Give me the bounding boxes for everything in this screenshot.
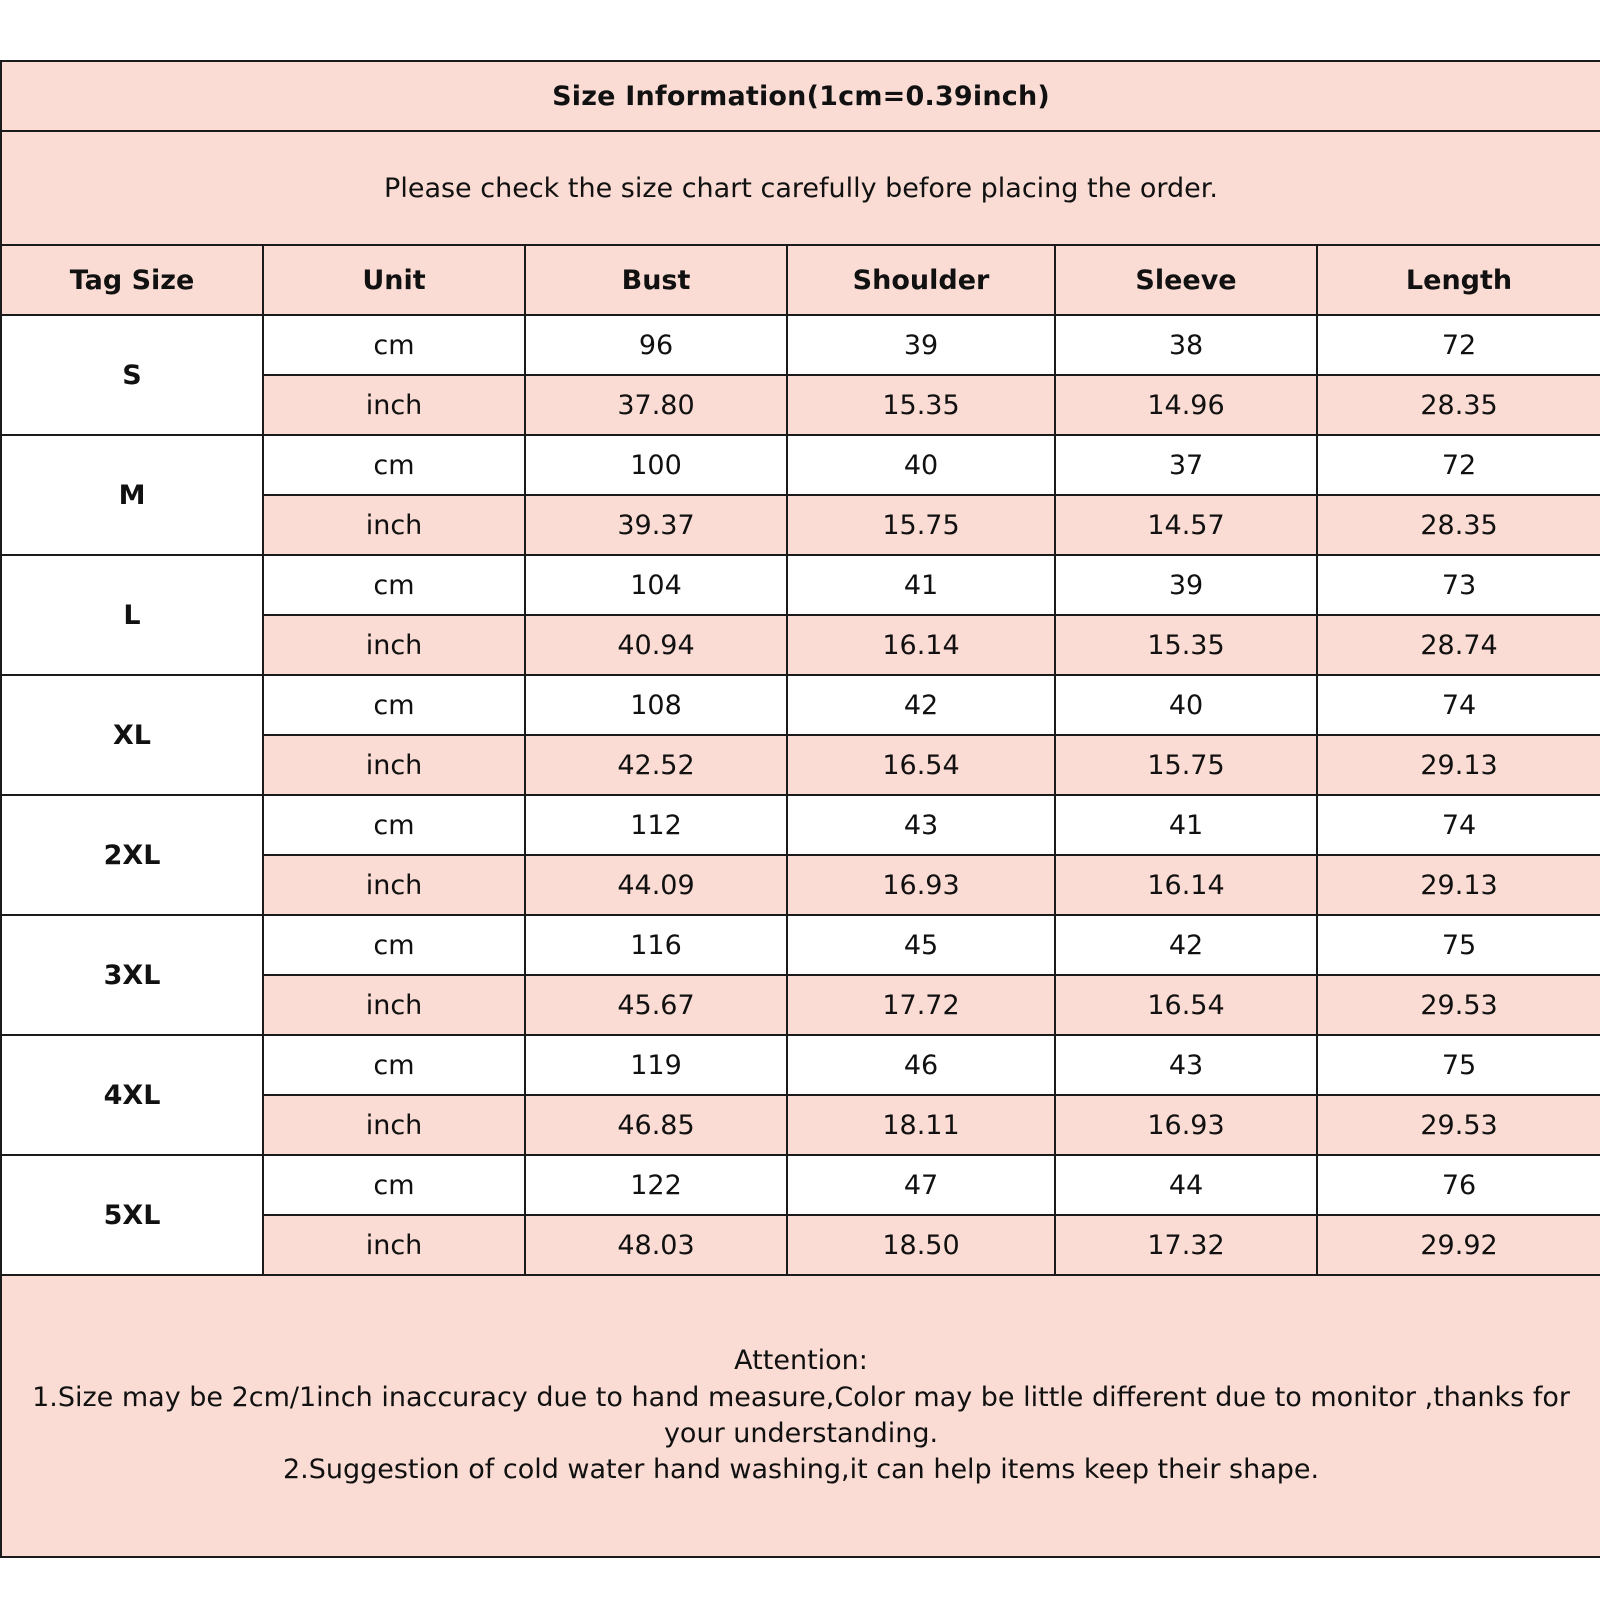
table-row [1,315,1600,375]
attention-line-1: 1.Size may be 2cm/1inch inaccuracy due to hand measure,Color may be little different due to monitor ,thanks for your understanding. [32,1381,1570,1449]
sleeve-cm: 39 [1055,555,1317,615]
shoulder-cm: 45 [787,915,1055,975]
unit-cell-cm: cm [263,795,525,855]
table-row [1,915,1600,975]
shoulder-cm: 47 [787,1155,1055,1215]
table-row [1,1155,1600,1215]
length-cm: 74 [1317,795,1600,855]
shoulder-cm: 41 [787,555,1055,615]
shoulder-cm: 46 [787,1035,1055,1095]
unit-cell-inch: inch [263,855,525,915]
length-cm: 72 [1317,435,1600,495]
table-row [1,795,1600,855]
length-inch: 28.35 [1317,495,1600,555]
unit-cell-cm: cm [263,555,525,615]
shoulder-inch: 17.72 [787,975,1055,1035]
sleeve-cm: 37 [1055,435,1317,495]
shoulder-cm: 39 [787,315,1055,375]
sleeve-inch: 15.35 [1055,615,1317,675]
tag-size-cell: XL [1,675,263,795]
unit-cell-cm: cm [263,675,525,735]
length-inch: 29.13 [1317,735,1600,795]
bust-inch: 40.94 [525,615,787,675]
sleeve-inch: 14.57 [1055,495,1317,555]
attention-heading: Attention: [734,1345,868,1377]
unit-cell-inch: inch [263,495,525,555]
unit-cell-cm: cm [263,1155,525,1215]
tag-size-cell: M [1,435,263,555]
shoulder-inch: 18.11 [787,1095,1055,1155]
bust-inch: 39.37 [525,495,787,555]
sleeve-inch: 16.14 [1055,855,1317,915]
shoulder-cm: 43 [787,795,1055,855]
unit-cell-inch: inch [263,975,525,1035]
sleeve-cm: 40 [1055,675,1317,735]
attention-block [1,1275,1600,1557]
column-header-tag-size: Tag Size [1,245,263,315]
shoulder-cm: 42 [787,675,1055,735]
shoulder-inch: 15.35 [787,375,1055,435]
shoulder-cm: 40 [787,435,1055,495]
length-cm: 72 [1317,315,1600,375]
chart-subtitle: Please check the size chart carefully before placing the order. [1,131,1600,245]
bust-cm: 96 [525,315,787,375]
length-inch: 29.53 [1317,1095,1600,1155]
column-header-sleeve: Sleeve [1055,245,1317,315]
sleeve-inch: 16.54 [1055,975,1317,1035]
sleeve-cm: 38 [1055,315,1317,375]
length-cm: 75 [1317,1035,1600,1095]
sleeve-inch: 17.32 [1055,1215,1317,1275]
table-subtitle-row [1,131,1600,245]
sleeve-cm: 41 [1055,795,1317,855]
table-title-row [1,61,1600,131]
tag-size-cell: 2XL [1,795,263,915]
bust-cm: 116 [525,915,787,975]
bust-inch: 44.09 [525,855,787,915]
length-inch: 29.92 [1317,1215,1600,1275]
length-inch: 29.53 [1317,975,1600,1035]
column-header-length: Length [1317,245,1600,315]
bust-inch: 46.85 [525,1095,787,1155]
bust-cm: 122 [525,1155,787,1215]
bust-cm: 100 [525,435,787,495]
bust-cm: 119 [525,1035,787,1095]
bust-cm: 104 [525,555,787,615]
sleeve-cm: 44 [1055,1155,1317,1215]
column-header-bust: Bust [525,245,787,315]
length-cm: 73 [1317,555,1600,615]
bust-cm: 112 [525,795,787,855]
length-cm: 76 [1317,1155,1600,1215]
sleeve-inch: 15.75 [1055,735,1317,795]
column-header-unit: Unit [263,245,525,315]
unit-cell-cm: cm [263,915,525,975]
length-inch: 28.74 [1317,615,1600,675]
shoulder-inch: 16.54 [787,735,1055,795]
tag-size-cell: S [1,315,263,435]
length-inch: 29.13 [1317,855,1600,915]
unit-cell-inch: inch [263,735,525,795]
length-inch: 28.35 [1317,375,1600,435]
chart-title: Size Information(1cm=0.39inch) [1,61,1600,131]
tag-size-cell: 3XL [1,915,263,1035]
shoulder-inch: 16.14 [787,615,1055,675]
sleeve-cm: 42 [1055,915,1317,975]
bust-inch: 37.80 [525,375,787,435]
table-row [1,675,1600,735]
sleeve-cm: 43 [1055,1035,1317,1095]
table-row [1,435,1600,495]
length-cm: 74 [1317,675,1600,735]
unit-cell-cm: cm [263,435,525,495]
table-row [1,555,1600,615]
table-row [1,1035,1600,1095]
bust-inch: 42.52 [525,735,787,795]
sleeve-inch: 14.96 [1055,375,1317,435]
shoulder-inch: 18.50 [787,1215,1055,1275]
tag-size-cell: 4XL [1,1035,263,1155]
sleeve-inch: 16.93 [1055,1095,1317,1155]
length-cm: 75 [1317,915,1600,975]
shoulder-inch: 15.75 [787,495,1055,555]
tag-size-cell: 5XL [1,1155,263,1275]
unit-cell-inch: inch [263,1095,525,1155]
bust-inch: 45.67 [525,975,787,1035]
unit-cell-inch: inch [263,375,525,435]
tag-size-cell: L [1,555,263,675]
attention-row [1,1275,1600,1557]
unit-cell-inch: inch [263,615,525,675]
size-chart-container [0,60,1600,1558]
bust-cm: 108 [525,675,787,735]
bust-inch: 48.03 [525,1215,787,1275]
column-header-shoulder: Shoulder [787,245,1055,315]
unit-cell-cm: cm [263,1035,525,1095]
unit-cell-cm: cm [263,315,525,375]
size-information-table [0,60,1600,1558]
attention-line-2: 2.Suggestion of cold water hand washing,it can help items keep their shape. [282,1454,1320,1486]
shoulder-inch: 16.93 [787,855,1055,915]
table-header-row [1,245,1600,315]
unit-cell-inch: inch [263,1215,525,1275]
